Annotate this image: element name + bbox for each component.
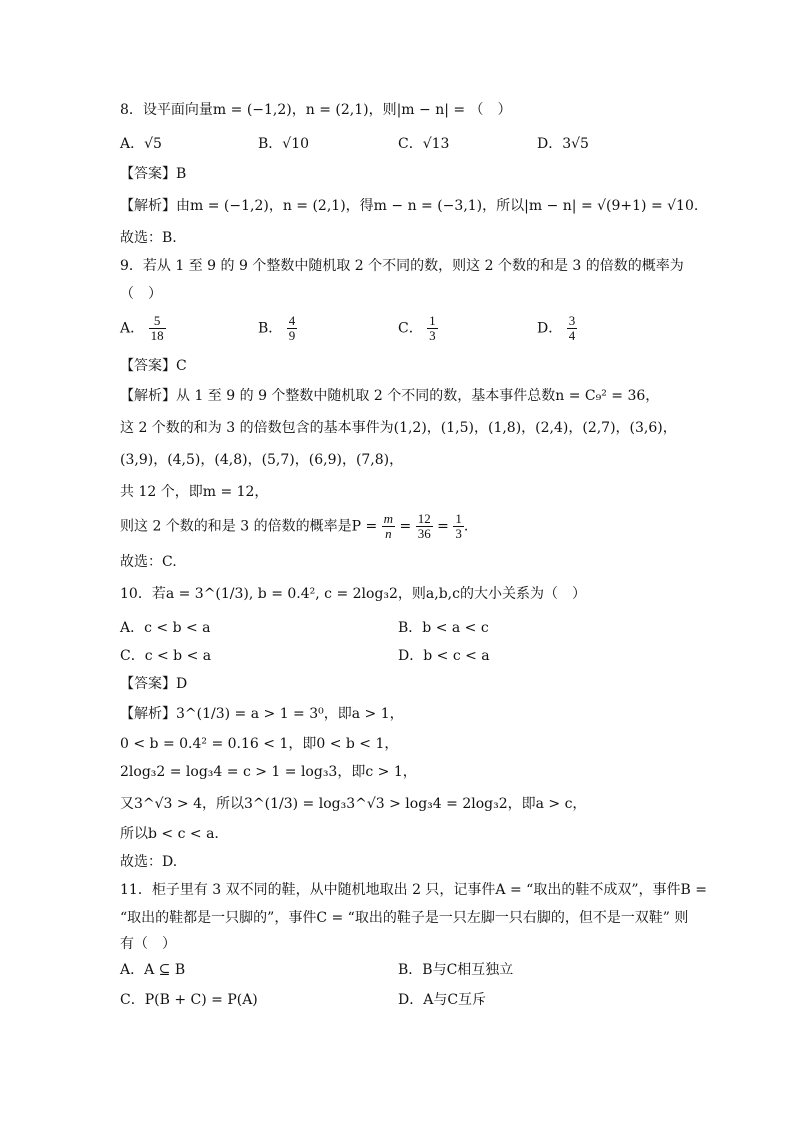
q9-explanation-5: 则这 2 个数的和是 3 的倍数的概率是P = $\frac{m}{n}$ = $\frac{12}{36}$ = $\frac{1}{3}$ . bbox=[120, 511, 469, 541]
q9-explanation-2: 这 2 个数的和为 3 的倍数包含的基本事件为(1,2)，(1,5)，(1,8)，(2,4)，(2,7)，(3,6)， bbox=[120, 420, 677, 436]
q10-explanation-3: 2log₃2 = log₃4 = c > 1 = log₃3，即c > 1， bbox=[120, 764, 417, 780]
q9-option-d: D． $\frac{3}{4}$ bbox=[537, 313, 576, 343]
q11-option-b: B．B与C相互独立 bbox=[398, 962, 514, 978]
q8-option-b: B．√10 bbox=[258, 136, 310, 152]
q11-option-a: A．A ⊆ B bbox=[120, 962, 186, 978]
q9-explanation-4: 共 12 个，即m = 12， bbox=[120, 484, 269, 500]
q9-stem-line2: （ ） bbox=[120, 286, 162, 302]
q9-option-c: C． $\frac{1}{3}$ bbox=[398, 313, 436, 343]
q8-option-c: C．√13 bbox=[398, 136, 450, 152]
q10-option-d: D．b < c < a bbox=[398, 648, 490, 664]
q9-answer: 【答案】C bbox=[120, 358, 187, 374]
q11-stem-line3: 有（ ） bbox=[120, 936, 176, 952]
q9-explanation-3: (3,9)，(4,5)，(4,8)，(5,7)，(6,9)，(7,8)， bbox=[120, 452, 404, 468]
q11-stem-line1: 11．柜子里有 3 双不同的鞋，从中随机地取出 2 只，记事件A = “取出的鞋不成双”，事件B = bbox=[120, 882, 707, 898]
q9-stem-line1: 9．若从 1 至 9 的 9 个整数中随机取 2 个不同的数，则这 2 个数的和是 3 的倍数的概率为 bbox=[120, 258, 684, 274]
q8-answer: 【答案】B bbox=[120, 166, 187, 182]
q10-option-a: A．c < b < a bbox=[120, 620, 211, 636]
q10-explanation-4: 又3^√3 > 4，所以3^(1/3) = log₃3^√3 > log₃4 = 2log₃2，即a > c， bbox=[120, 796, 587, 812]
q8-option-d: D．3√5 bbox=[537, 136, 589, 152]
q11-option-d: D．A与C互斥 bbox=[398, 992, 487, 1008]
q10-stem: 10．若a = 3^(1/3), b = 0.4², c = 2log₃2，则a,b,c的大小关系为（ ） bbox=[120, 586, 586, 602]
q8-explanation: 【解析】由m = (−1,2)，n = (2,1)，得m − n = (−3,1)，所以|m − n| = √(9+1) = √10. bbox=[120, 198, 699, 214]
q9-option-b: B． $\frac{4}{9}$ bbox=[258, 313, 296, 343]
q10-conclusion: 故选：D. bbox=[120, 854, 178, 870]
q10-option-c: C．c < b < a bbox=[120, 648, 212, 664]
q10-explanation-5: 所以b < c < a. bbox=[120, 826, 219, 842]
q10-option-b: B．b < a < c bbox=[398, 620, 489, 636]
q9-conclusion: 故选：C. bbox=[120, 554, 177, 570]
q10-explanation-2: 0 < b = 0.4² = 0.16 < 1，即0 < b < 1， bbox=[120, 736, 399, 752]
q10-explanation-1: 【解析】3^(1/3) = a > 1 = 3⁰，即a > 1， bbox=[120, 706, 404, 722]
q8-stem: 8．设平面向量m = (−1,2)，n = (2,1)，则|m − n| = （ ） bbox=[120, 102, 512, 118]
q8-conclusion: 故选：B. bbox=[120, 230, 177, 246]
q11-option-c: C．P(B + C) = P(A) bbox=[120, 992, 258, 1008]
q11-stem-line2: “取出的鞋都是一只脚的”，事件C = “取出的鞋子是一只左脚一只右脚的，但不是一双鞋” 则 bbox=[120, 910, 689, 926]
q10-answer: 【答案】D bbox=[120, 676, 188, 692]
q9-option-a: A． $\frac{5}{18}$ bbox=[120, 313, 164, 343]
q9-explanation-1: 【解析】从 1 至 9 的 9 个整数中随机取 2 个不同的数，基本事件总数n = C₉² = 36， bbox=[120, 388, 660, 404]
q8-option-a: A．√5 bbox=[120, 136, 162, 152]
